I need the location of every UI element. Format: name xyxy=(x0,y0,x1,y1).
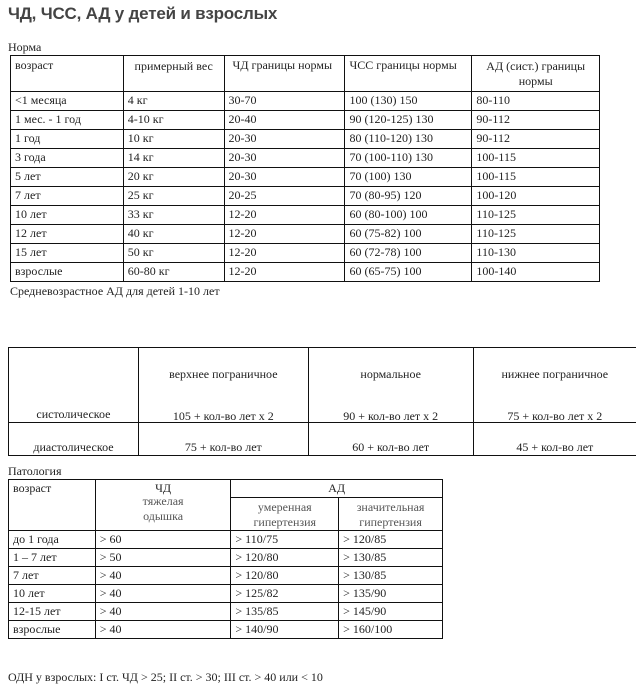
table-cell: 12 лет xyxy=(11,225,124,244)
table-cell: > 40 xyxy=(95,585,231,603)
table-cell: 50 кг xyxy=(123,244,224,263)
table-cell: 110-125 xyxy=(472,225,600,244)
avg-bp-cell xyxy=(9,348,139,423)
table-cell: 110-125 xyxy=(472,206,600,225)
norm-header-bp: АД (сист.) границы нормы xyxy=(472,56,600,92)
table-cell: 100-140 xyxy=(472,263,600,282)
norm-header-age: возраст xyxy=(11,56,124,92)
table-cell: 100-115 xyxy=(472,168,600,187)
table-cell: 7 лет xyxy=(11,187,124,206)
pathology-header-rr xyxy=(95,480,231,531)
norm-table-header xyxy=(11,56,600,92)
table-cell: 15 лет xyxy=(11,244,124,263)
table-cell: > 160/100 xyxy=(339,621,443,639)
avg-bp-value: 75 + кол-во лет xyxy=(138,423,308,456)
norm-header-rr: ЧД границы нормы xyxy=(224,56,345,92)
pathology-header-bp-moderate: умеренная гипертензия xyxy=(231,498,339,531)
avg-bp-value: 75 + кол-во лет х 2 xyxy=(507,409,603,423)
table-cell: 90-112 xyxy=(472,130,600,149)
table-cell: 60 (65-75) 100 xyxy=(345,263,472,282)
table-cell: 33 кг xyxy=(123,206,224,225)
table-cell: <1 месяца xyxy=(11,92,124,111)
footnote: ОДН у взрослых: I ст. ЧД > 25; II ст. > 30; III ст. > 40 или < 10 xyxy=(8,670,323,684)
table-cell: 110-130 xyxy=(472,244,600,263)
avg-bp-row-label: диастолическое xyxy=(9,423,139,456)
avg-bp-header-lower: нижнее пограничное xyxy=(501,367,609,381)
table-cell: > 120/80 xyxy=(231,549,339,567)
table-row xyxy=(11,168,600,187)
table-cell: > 60 xyxy=(95,531,231,549)
table-cell: 10 лет xyxy=(11,206,124,225)
table-row xyxy=(11,263,600,282)
table-cell: > 145/90 xyxy=(339,603,443,621)
table-cell: 7 лет xyxy=(9,567,96,585)
table-cell: 4 кг xyxy=(123,92,224,111)
table-row xyxy=(9,621,443,639)
table-cell: 14 кг xyxy=(123,149,224,168)
norm-header-weight: примерный вес xyxy=(123,56,224,92)
pathology-header-row-1 xyxy=(9,480,443,498)
table-cell: 80 (110-120) 130 xyxy=(345,130,472,149)
avg-bp-row-label: систолическое xyxy=(36,407,111,421)
table-cell: 4-10 кг xyxy=(123,111,224,130)
table-row xyxy=(9,531,443,549)
table-cell: > 135/85 xyxy=(231,603,339,621)
table-cell: > 40 xyxy=(95,567,231,585)
table-cell: > 120/80 xyxy=(231,567,339,585)
table-cell: 70 (100) 130 xyxy=(345,168,472,187)
table-cell: 30-70 xyxy=(224,92,345,111)
table-cell: 100-115 xyxy=(472,149,600,168)
avg-bp-value: 60 + кол-во лет xyxy=(308,423,473,456)
table-cell: 20-40 xyxy=(224,111,345,130)
table-cell: 20 кг xyxy=(123,168,224,187)
table-cell: 5 лет xyxy=(11,168,124,187)
pathology-header-rr-sub: тяжелая одышка xyxy=(142,494,184,523)
avg-bp-cell xyxy=(138,348,308,423)
table-cell: 12-20 xyxy=(224,225,345,244)
table-cell: 90 (120-125) 130 xyxy=(345,111,472,130)
table-row xyxy=(11,92,600,111)
table-cell: 60 (80-100) 100 xyxy=(345,206,472,225)
table-cell: 12-15 лет xyxy=(9,603,96,621)
table-cell: взрослые xyxy=(11,263,124,282)
table-cell: 25 кг xyxy=(123,187,224,206)
pathology-header-bp: АД xyxy=(231,480,443,498)
avg-bp-row-systolic xyxy=(9,348,637,423)
avg-bp-table xyxy=(8,347,636,456)
avg-bp-cell xyxy=(308,348,473,423)
table-row xyxy=(11,130,600,149)
avg-bp-header-upper: верхнее пограничное xyxy=(169,367,278,381)
pathology-header-age: возраст xyxy=(9,480,96,531)
table-cell: 60 (72-78) 100 xyxy=(345,244,472,263)
table-cell: до 1 года xyxy=(9,531,96,549)
table-row xyxy=(11,206,600,225)
table-cell: 1 – 7 лет xyxy=(9,549,96,567)
table-row xyxy=(9,549,443,567)
avg-bp-value: 45 + кол-во лет xyxy=(473,423,636,456)
table-cell: 20-25 xyxy=(224,187,345,206)
table-cell: 10 кг xyxy=(123,130,224,149)
table-row xyxy=(9,585,443,603)
page-title: ЧД, ЧСС, АД у детей и взрослых xyxy=(8,4,278,23)
avg-bp-value: 90 + кол-во лет х 2 xyxy=(343,409,439,423)
table-row xyxy=(11,187,600,206)
section-norm-label: Норма xyxy=(8,40,42,54)
table-cell: > 110/75 xyxy=(231,531,339,549)
table-cell: 100 (130) 150 xyxy=(345,92,472,111)
pathology-header-bp-significant: значительная гипертензия xyxy=(339,498,443,531)
table-cell: > 120/85 xyxy=(339,531,443,549)
table-cell: 40 кг xyxy=(123,225,224,244)
table-row xyxy=(9,603,443,621)
avg-bp-row-diastolic xyxy=(9,423,637,456)
avg-bp-title: Средневозрастное АД для детей 1-10 лет xyxy=(10,284,220,298)
table-cell: взрослые xyxy=(9,621,96,639)
table-cell: 10 лет xyxy=(9,585,96,603)
avg-bp-value: 105 + кол-во лет х 2 xyxy=(172,409,274,423)
table-cell: > 40 xyxy=(95,603,231,621)
table-cell: 60-80 кг xyxy=(123,263,224,282)
table-row xyxy=(11,225,600,244)
table-cell: 12-20 xyxy=(224,206,345,225)
table-cell: 3 года xyxy=(11,149,124,168)
pathology-header-rr-label: ЧД xyxy=(155,481,172,495)
table-row xyxy=(11,111,600,130)
table-cell: 70 (100-110) 130 xyxy=(345,149,472,168)
table-cell: > 140/90 xyxy=(231,621,339,639)
table-cell: 20-30 xyxy=(224,168,345,187)
table-cell: 12-20 xyxy=(224,244,345,263)
table-row xyxy=(11,244,600,263)
table-row xyxy=(11,149,600,168)
table-cell: > 130/85 xyxy=(339,567,443,585)
table-cell: > 130/85 xyxy=(339,549,443,567)
section-pathology-label: Патология xyxy=(8,464,62,478)
table-row xyxy=(9,567,443,585)
table-cell: 20-30 xyxy=(224,130,345,149)
avg-bp-header-normal: нормальное xyxy=(360,367,421,381)
table-cell: 100-120 xyxy=(472,187,600,206)
pathology-table xyxy=(8,479,443,639)
table-cell: 1 мес. - 1 год xyxy=(11,111,124,130)
table-cell: > 40 xyxy=(95,621,231,639)
table-cell: > 135/90 xyxy=(339,585,443,603)
table-cell: > 50 xyxy=(95,549,231,567)
norm-header-hr: ЧСС границы нормы xyxy=(345,56,472,92)
table-cell: 80-110 xyxy=(472,92,600,111)
table-cell: 70 (80-95) 120 xyxy=(345,187,472,206)
table-cell: 20-30 xyxy=(224,149,345,168)
table-cell: 90-112 xyxy=(472,111,600,130)
avg-bp-cell xyxy=(473,348,636,423)
table-cell: 1 год xyxy=(11,130,124,149)
table-cell: 60 (75-82) 100 xyxy=(345,225,472,244)
table-cell: > 125/82 xyxy=(231,585,339,603)
table-cell: 12-20 xyxy=(224,263,345,282)
norm-table xyxy=(10,55,600,282)
